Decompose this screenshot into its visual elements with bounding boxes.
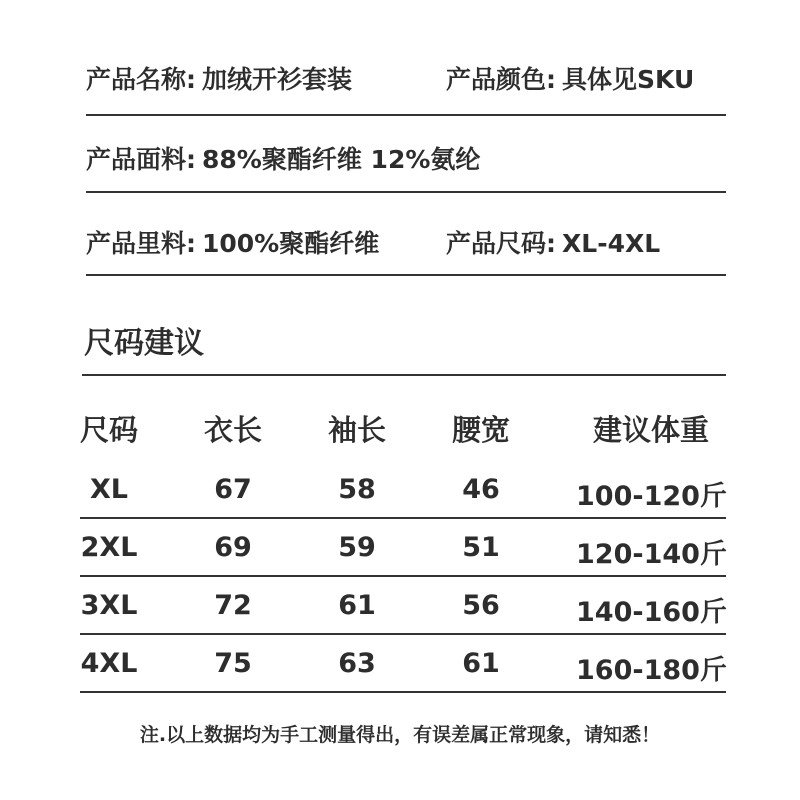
- table-row: [80, 636, 726, 692]
- cell-waist: 51: [462, 532, 500, 563]
- cell-length: 69: [214, 532, 252, 563]
- divider: [86, 191, 726, 193]
- divider: [86, 114, 726, 116]
- divider: [80, 691, 726, 693]
- product-name-value: 加绒开衫套装: [202, 65, 353, 94]
- cell-sleeve: 59: [338, 532, 376, 563]
- divider: [82, 374, 726, 376]
- cell-sleeve: 61: [338, 590, 376, 621]
- header-waist: 腰宽: [451, 413, 510, 447]
- size-section-title: 尺码建议: [84, 326, 204, 361]
- product-color-label: 产品颜色:: [446, 65, 556, 94]
- product-name: [86, 60, 352, 96]
- cell-sleeve: 58: [338, 474, 376, 505]
- product-fabric: [86, 140, 480, 176]
- cell-waist: 46: [462, 474, 500, 505]
- cell-weight: 100-120斤: [576, 481, 727, 512]
- product-size-label: 产品尺码:: [446, 229, 556, 258]
- product-size-range: [446, 224, 660, 260]
- cell-sleeve: 63: [338, 648, 376, 679]
- table-row: [80, 520, 726, 576]
- size-table-header: [80, 408, 726, 448]
- divider: [80, 517, 726, 519]
- cell-size: 4XL: [80, 648, 138, 679]
- table-row: [80, 462, 726, 518]
- product-name-label: 产品名称:: [86, 65, 196, 94]
- measurement-note: 注.以上数据均为手工测量得出，有误差属正常现象，请知悉！: [139, 724, 661, 746]
- table-row: [80, 578, 726, 634]
- cell-size: XL: [89, 474, 129, 505]
- product-color: [446, 60, 694, 96]
- cell-length: 72: [214, 590, 252, 621]
- product-color-value: 具体见SKU: [562, 65, 695, 94]
- cell-weight: 120-140斤: [576, 539, 727, 570]
- cell-weight: 140-160斤: [576, 597, 727, 628]
- header-weight: 建议体重: [592, 413, 709, 447]
- product-fabric-value: 88%聚酯纤维 12%氨纶: [202, 145, 481, 174]
- divider: [80, 633, 726, 635]
- cell-size: 3XL: [80, 590, 138, 621]
- product-lining-label: 产品里料:: [86, 229, 196, 258]
- divider: [80, 575, 726, 577]
- cell-length: 75: [214, 648, 252, 679]
- header-length: 衣长: [203, 413, 262, 447]
- header-size: 尺码: [80, 413, 139, 447]
- product-fabric-label: 产品面料:: [86, 145, 196, 174]
- product-lining: [86, 224, 379, 260]
- product-lining-value: 100%聚酯纤维: [202, 229, 380, 258]
- cell-waist: 56: [462, 590, 500, 621]
- header-sleeve: 袖长: [327, 413, 386, 447]
- cell-length: 67: [214, 474, 252, 505]
- divider: [86, 274, 726, 276]
- product-size-value: XL-4XL: [562, 229, 661, 258]
- cell-waist: 61: [462, 648, 500, 679]
- cell-size: 2XL: [80, 532, 138, 563]
- cell-weight: 160-180斤: [576, 655, 727, 686]
